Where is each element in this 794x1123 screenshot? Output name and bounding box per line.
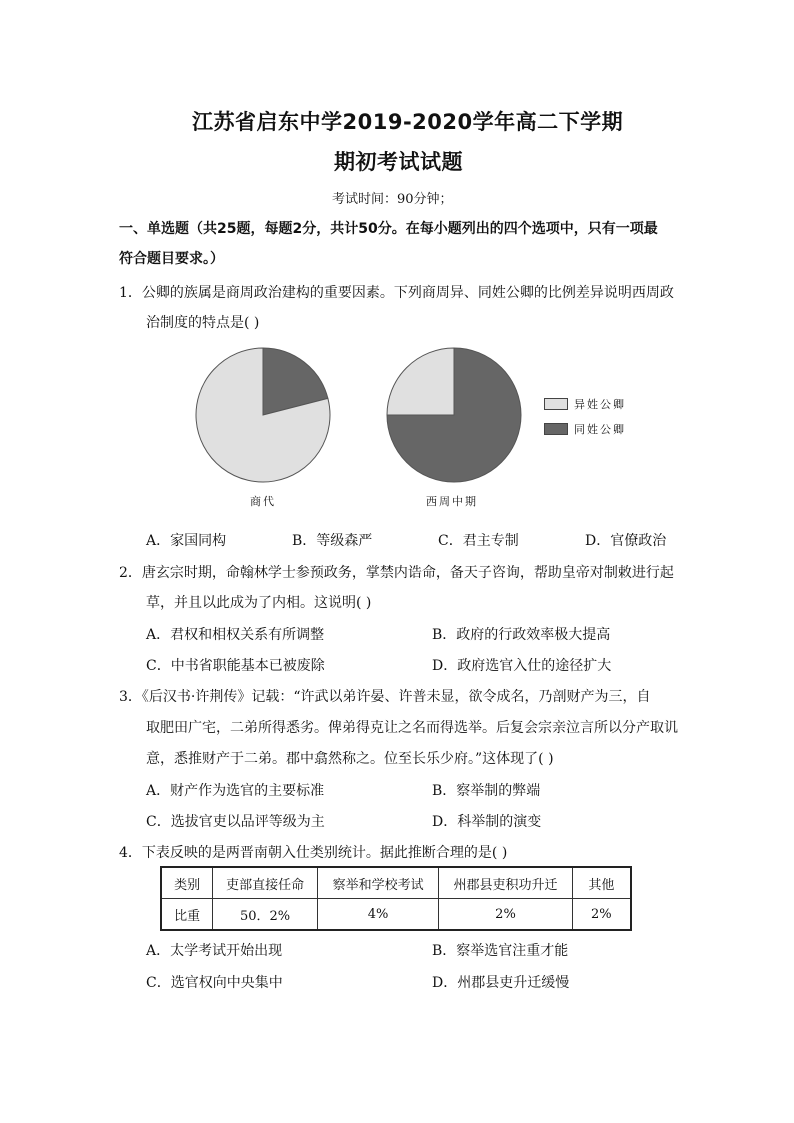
q2-option-d[interactable]: D．政府选官入仕的途径扩大: [432, 658, 612, 674]
legend-swatch-yixing: [544, 398, 568, 410]
legend-label-tongxing: 同姓公卿: [574, 423, 626, 436]
q1-option-c[interactable]: C．君主专制: [438, 533, 519, 549]
legend-label-yixing: 异姓公卿: [574, 398, 626, 411]
q4-option-c[interactable]: C．选官权向中央集中: [146, 975, 283, 991]
q3-stem-line3: 意，悉推财产于二弟。郡中翕然称之。位至长乐少府。”这体现了( ): [146, 751, 554, 767]
q1-option-b[interactable]: B．等级森严: [292, 533, 373, 549]
table-cell: 4%: [317, 899, 438, 931]
table-header-cell: 类别: [161, 867, 213, 899]
q1-option-d[interactable]: D．官僚政治: [585, 533, 667, 549]
q4-stem-line1: 4．下表反映的是两晋南朝入仕类别统计。据此推断合理的是( ): [119, 845, 508, 861]
table-cell: 2%: [572, 899, 631, 931]
table-row: [161, 899, 631, 931]
document-title-line2: 期初考试试题: [334, 150, 463, 174]
q3-stem-line1: 3．《后汉书·许荆传》记载：“许武以弟许晏、许普未显，欲令成名，乃剖财产为三，自: [119, 689, 651, 705]
table-cell: 2%: [439, 899, 572, 931]
q2-option-a[interactable]: A．君权和相权关系有所调整: [146, 627, 325, 643]
section-instructions-line1: 一、单选题（共25题，每题2分，共计50分。在每小题列出的四个选项中，只有一项最: [119, 221, 658, 237]
q2-option-c[interactable]: C．中书省职能基本已被废除: [146, 658, 325, 674]
q3-option-c[interactable]: C．选拔官吏以品评等级为主: [146, 814, 325, 830]
q3-option-d[interactable]: D．科举制的演变: [432, 814, 542, 830]
q3-option-b[interactable]: B．察举制的弊端: [432, 783, 541, 799]
q1-stem-line1: 1．公卿的族属是商周政治建构的重要因素。下列商周异、同姓公卿的比例差异说明西周政: [119, 285, 674, 301]
pie-label-shang: 商代: [250, 495, 276, 508]
q3-option-a[interactable]: A．财产作为选官的主要标准: [146, 783, 325, 799]
table-header-cell: 州郡县吏积功升迁: [439, 867, 572, 899]
pie-label-west-zhou: 西周中期: [426, 495, 478, 508]
table-cell: 比重: [161, 899, 213, 931]
q1-option-a[interactable]: A．家国同构: [146, 533, 227, 549]
section-instructions-line2: 符合题目要求。）: [119, 251, 224, 267]
q2-stem-line1: 2．唐玄宗时期，命翰林学士参预政务，掌禁内诰命，备天子咨询，帮助皇帝对制敕进行起: [119, 565, 674, 581]
q2-stem-line2: 草，并且以此成为了内相。这说明( ): [146, 595, 372, 611]
exam-time: 考试时间：90分钟；: [332, 192, 453, 207]
pie-slice-west-zhou-yixing: [387, 348, 454, 415]
q4-stats-table: [160, 866, 632, 931]
document-title-line1: 江苏省启东中学2019-2020学年高二下学期: [192, 110, 624, 134]
q4-option-b[interactable]: B．察举选官注重才能: [432, 943, 569, 959]
q3-stem-line2: 取肥田广宅，二弟所得悉劣。俾弟得克让之名而得选举。后复会宗亲泣言所以分产取讥: [146, 720, 678, 736]
table-header-row: [161, 867, 631, 899]
table-header-cell: 其他: [572, 867, 631, 899]
q1-stem-line2: 治制度的特点是( ): [146, 315, 260, 331]
legend-swatch-tongxing: [544, 423, 568, 435]
table-cell: 50．2%: [213, 899, 318, 931]
table-header-cell: 察举和学校考试: [317, 867, 438, 899]
q4-option-d[interactable]: D．州郡县吏升迁缓慢: [432, 975, 570, 991]
table-header-cell: 吏部直接任命: [213, 867, 318, 899]
q2-option-b[interactable]: B．政府的行政效率极大提高: [432, 627, 611, 643]
q4-option-a[interactable]: A．太学考试开始出现: [146, 943, 283, 959]
